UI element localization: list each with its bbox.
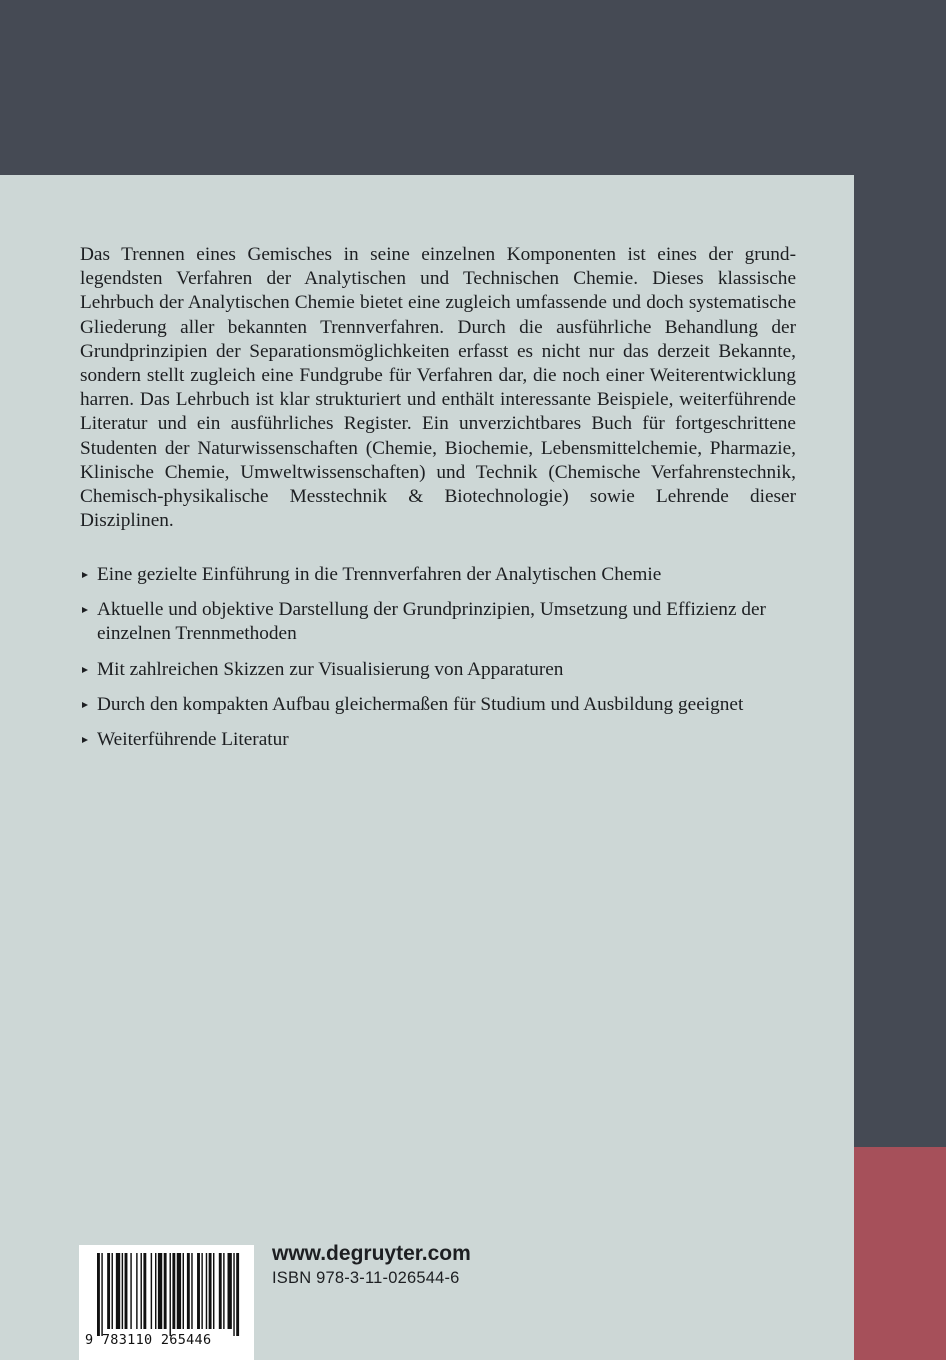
feature-label: Mit zahlreichen Skizzen zur Visualisierung von Apparaturen: [97, 658, 564, 680]
feature-label: Eine gezielte Einführung in die Trennverfahren der Analytischen Chemie: [97, 564, 662, 585]
isbn-label: ISBN 978-3-11-026544-6: [272, 1269, 460, 1287]
feature-label: Aktuelle und objektive Darstellung der Grundprinzipien, Umsetzung und Effizienz der einzelnen Trennmethoden: [97, 599, 766, 645]
isbn-barcode: [79, 1245, 254, 1360]
feature-item: [80, 728, 780, 752]
accent-band: [854, 1147, 946, 1360]
bullet-arrow-icon: [82, 702, 88, 708]
blurb-text: Das Trennen eines Gemisches in seine einzelnen Komponenten ist eines der grundlegendsten Verfahren der Analytischen und Technischen Chemie. Dieses klassische Lehrbuch der Analytischen Chemie bietet eine zugleich umfassende und doch systematische Gliederung aller bekannten Trennverfahren. Durch die ausführliche Behandlung der Grundprinzipien der Separationsmöglichkeiten erfasst es nicht nur das derzeit Bekannte, sondern stellt zugleich eine Fundgrube für Verfahren dar, die noch einer Weiterentwicklung harren. Das Lehrbuch ist klar strukturiert und enthält interessante Beispiele, weiterführende Literatur und ein ausführliches Register. Ein unverzichtbares Buch für fortgeschrittene Studenten der Naturwissenschaften (Chemie, Biochemie, Lebensmittelchemie, Pharmazie, Klinische Chemie, Umweltwissenschaften) und Technik (Chemische Verfahrenstechnik, Chemisch-physikalische Messtechnik & Biotechnologie) sowie Lehrende dieser Disziplinen.: [80, 244, 796, 532]
feature-item: [80, 693, 780, 717]
feature-item: [80, 658, 780, 682]
bullet-arrow-icon: [82, 607, 88, 613]
back-cover-panel: [0, 175, 854, 1360]
feature-label: Weiterführende Literatur: [97, 729, 289, 751]
publisher-website: www.degruyter.com: [272, 1242, 471, 1265]
feature-item: [80, 598, 780, 646]
feature-item: [80, 563, 780, 587]
barcode-number: 9 783110 265446: [85, 1332, 212, 1348]
bullet-arrow-icon: [82, 667, 88, 673]
feature-list: [80, 563, 780, 763]
bullet-arrow-icon: [82, 572, 88, 578]
bullet-arrow-icon: [82, 737, 88, 743]
feature-label: Durch den kompakten Aufbau gleichermaßen für Studium und Ausbildung geeignet: [97, 693, 744, 715]
